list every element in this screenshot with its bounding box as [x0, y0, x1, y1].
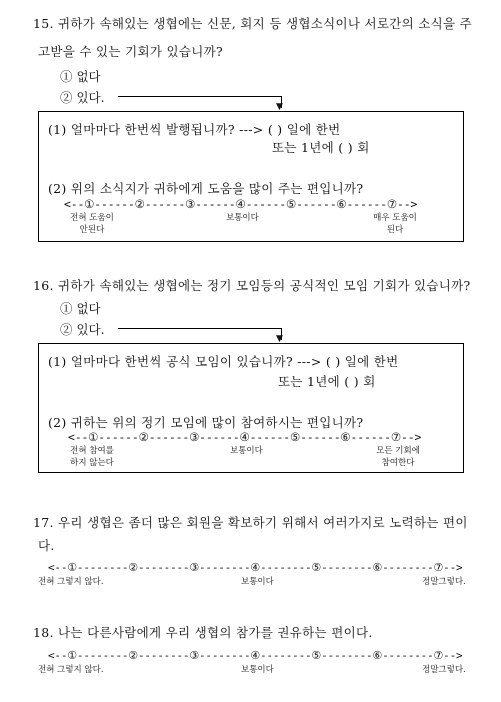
q16-right-label: 모든 기회에 참여한다 — [376, 446, 420, 468]
q15-rating-scale[interactable]: <--①------②------③------④------⑤------⑥------⑦--> — [64, 197, 418, 211]
q16-sub1-line1: (1) 얼마마다 한번씩 공식 모임이 있습니까? ---> ( ) 일에 한번 — [48, 354, 399, 369]
q18-right-label: 정말그렇다. — [422, 665, 466, 675]
q18-question-line1: 18. 나는 다른사람에게 우리 생협의 참가를 권유하는 편이다. — [33, 625, 373, 640]
q16-arrow-down-icon: ▼ — [276, 334, 283, 344]
q15-sub1-line1: (1) 얼마마다 한번씩 발행됩니까? ---> ( ) 일에 한번 — [48, 122, 341, 137]
q16-question-line1: 16. 귀하가 속해있는 생협에는 정기 모임등의 공식적인 모임 기회가 있습니까? — [33, 278, 471, 293]
q15-arrow-down-icon: ▼ — [276, 102, 283, 112]
q16-rating-scale[interactable]: <--①------②------③------④------⑤------⑥------⑦--> — [68, 430, 422, 444]
q17-rating-scale[interactable]: <--①--------②--------③--------④--------⑤--------⑥--------⑦--> — [48, 561, 463, 574]
q17-question-line2: 다. — [38, 538, 55, 553]
q16-connector-line — [118, 328, 281, 329]
q16-sub1-line2: 또는 1년에 ( ) 회 — [278, 374, 376, 389]
q15-right-label: 매우 도움이 된다 — [373, 213, 417, 235]
q15-sub1-line2: 또는 1년에 ( ) 회 — [272, 140, 370, 155]
q16-option-1[interactable]: ① 없다 — [60, 301, 101, 316]
q18-mid-label: 보통이다 — [241, 665, 274, 675]
q15-option-1[interactable]: ① 없다 — [60, 69, 101, 84]
q15-connector-line — [118, 96, 281, 97]
q17-right-label: 정말그렇다. — [422, 577, 466, 587]
q18-left-label: 전혀 그렇지 않다. — [38, 665, 104, 675]
q15-option-2[interactable]: ② 있다. — [60, 90, 105, 105]
q16-sub2: (2) 귀하는 위의 정기 모임에 많이 참여하시는 편입니까? — [48, 415, 364, 430]
q17-left-label: 전혀 그렇지 않다. — [38, 577, 104, 587]
q15-question-line2: 고받을 수 있는 기회가 있습니까? — [38, 44, 223, 59]
q17-question-line1: 17. 우리 생협은 좀더 많은 회원을 확보하기 위해서 여러가지로 노력하는 편이 — [33, 515, 468, 530]
q16-left-label: 전혀 참여를 하지 않는다 — [70, 446, 114, 468]
q18-rating-scale[interactable]: <--①--------②--------③--------④--------⑤--------⑥--------⑦--> — [48, 649, 463, 662]
q16-option-2[interactable]: ② 있다. — [60, 322, 105, 337]
q15-question-line1: 15. 귀하가 속해있는 생협에는 신문, 회지 등 생협소식이나 서로간의 소식을 주 — [33, 16, 473, 31]
q15-mid-label: 보통이다 — [226, 213, 259, 223]
q17-mid-label: 보통이다 — [241, 577, 274, 587]
q15-sub2: (2) 위의 소식지가 귀하에게 도움을 많이 주는 편입니까? — [48, 181, 364, 196]
q16-mid-label: 보통이다 — [230, 446, 263, 456]
q15-left-label: 전혀 도움이 안된다 — [70, 213, 114, 235]
